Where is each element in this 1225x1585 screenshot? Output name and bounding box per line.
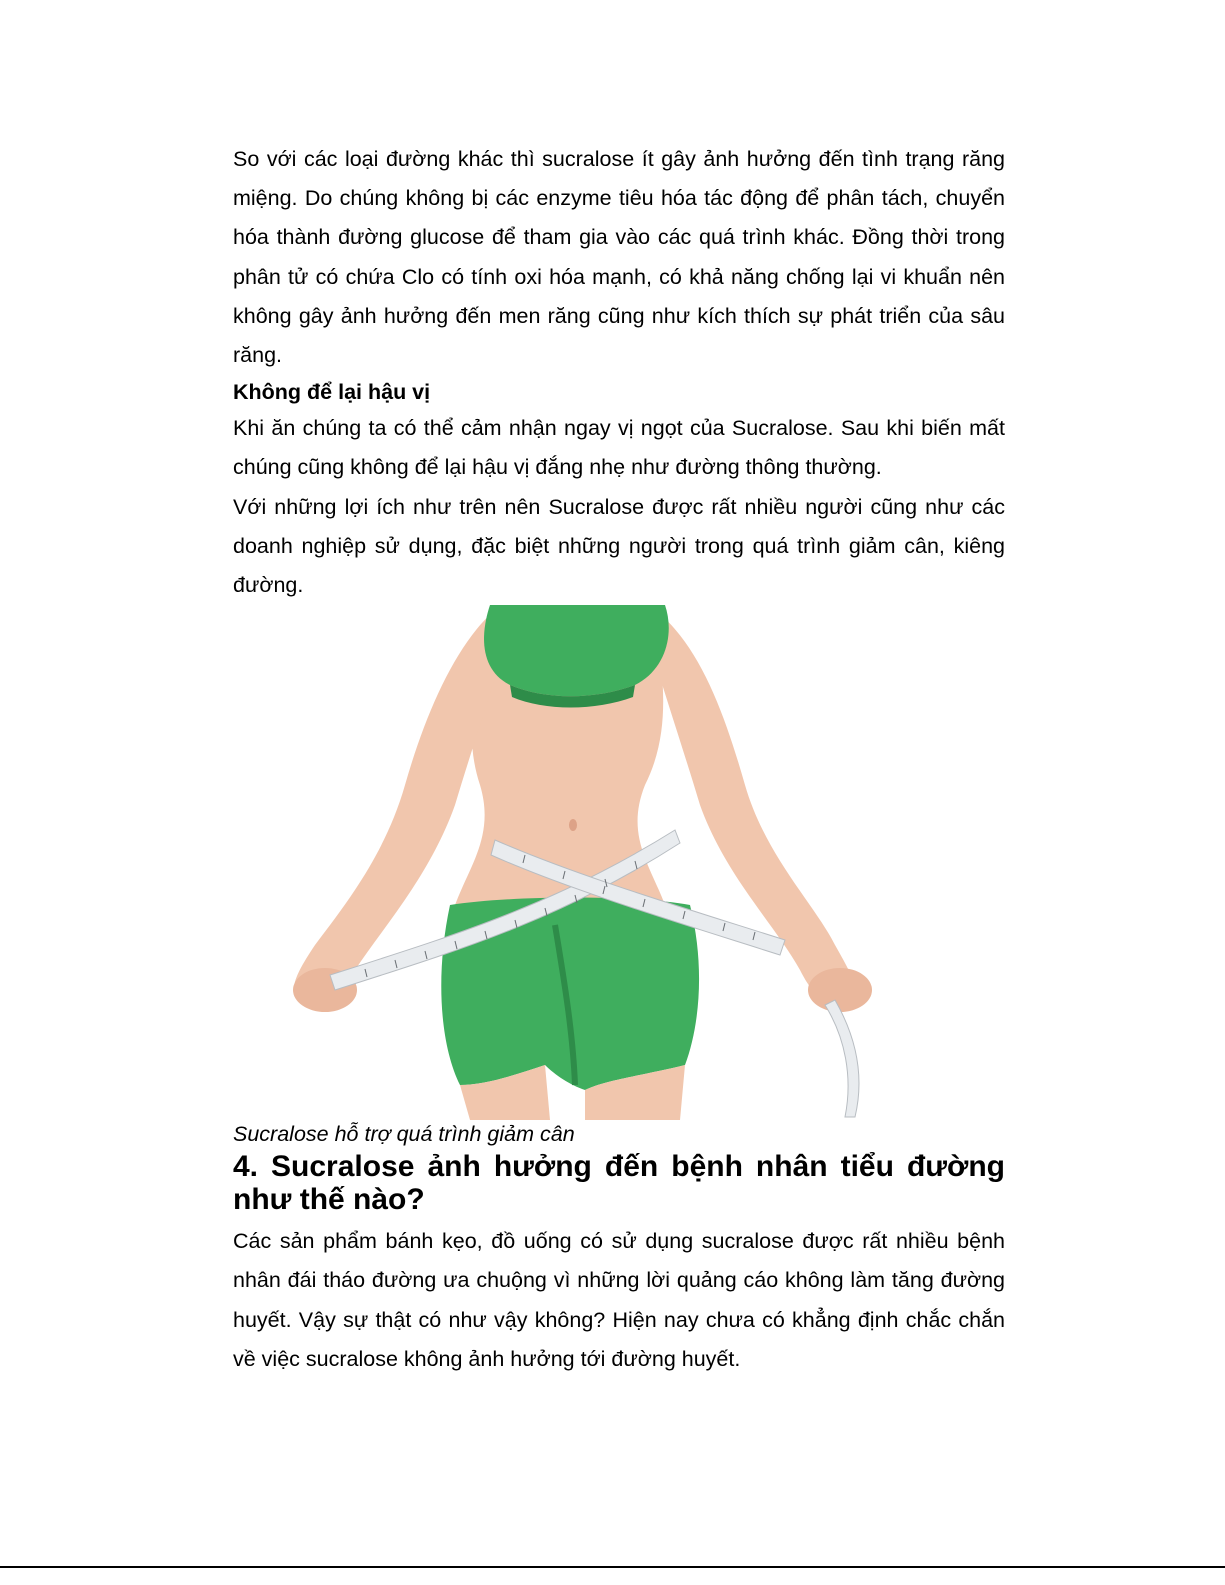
paragraph-aftertaste: Khi ăn chúng ta có thể cảm nhận ngay vị ngọt của Sucralose. Sau khi biến mất chúng cũng không để lại hậu vị đắng nhẹ như đường thông thường.	[233, 416, 1005, 480]
paragraph-dental: So với các loại đường khác thì sucralose ít gây ảnh hưởng đến tình trạng răng miệng. Do chúng không bị các enzyme tiêu hóa tác động để phân tách, chuyển hóa thành đường glucose để tham gia vào các quá trình khác. Đồng thời trong phân tử có chứa Clo có tính oxi hóa mạnh, có khả năng chống lại vi khuẩn nên không gây ảnh hưởng đến men răng cũng như kích thích sự phát triển của sâu răng.	[233, 147, 1005, 368]
tape-segment-hanging	[825, 1000, 859, 1117]
figure-caption: Sucralose hỗ trợ quá trình giảm cân	[233, 1122, 575, 1147]
section-4-heading: 4. Sucralose ảnh hưởng đến bệnh nhân tiểu đường như thế nào?	[233, 1150, 1005, 1217]
page-bottom-rule	[0, 1566, 1225, 1568]
paragraph-benefits: Với những lợi ích như trên nên Sucralose được rất nhiều người cũng như các doanh nghiệp sử dụng, đặc biệt những người trong quá trình giảm cân, kiêng đường.	[233, 494, 1005, 598]
right-hand-shape	[808, 968, 872, 1012]
subheading-no-aftertaste: Không để lại hậu vị	[233, 380, 431, 405]
waist-measuring-illustration	[255, 605, 895, 1120]
paragraph-diabetes: Các sản phẩm bánh kẹo, đồ uống có sử dụng sucralose được rất nhiều bệnh nhân đái tháo đường ưa chuộng vì những lời quảng cáo không làm tăng đường huyết. Vậy sự thật có như vậy không? Hiện nay chưa có khẳng định chắc chắn về việc sucralose không ảnh hưởng tới đường huyết.	[233, 1229, 1005, 1371]
document-page	[233, 140, 1005, 1379]
weight-loss-photo	[233, 605, 1005, 1120]
navel-shape	[569, 819, 577, 831]
